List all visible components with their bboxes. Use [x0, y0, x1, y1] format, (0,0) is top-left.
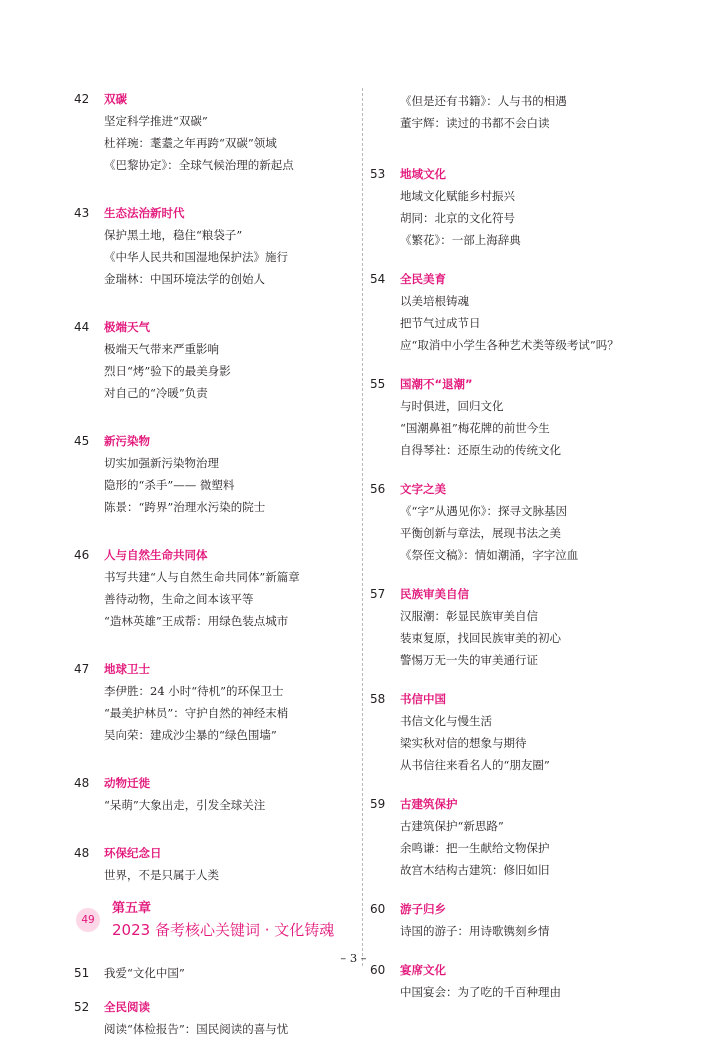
toc-line[interactable]: 吴向荣：建成沙尘暴的“绿色围墙” — [104, 728, 277, 742]
toc-line[interactable]: “最美护林员”：守护自然的神经末梢 — [104, 706, 289, 720]
toc-entry[interactable] — [370, 583, 670, 671]
toc-entry[interactable] — [370, 688, 670, 776]
toc-line[interactable]: 故宫木结构古建筑：修旧如旧 — [400, 863, 550, 877]
toc-line[interactable]: 我爱“文化中国” — [104, 966, 185, 980]
toc-heading[interactable]: 人与自然生命共同体 — [104, 548, 208, 562]
toc-line[interactable]: 警惕万无一失的审美通行证 — [400, 653, 538, 667]
toc-line[interactable]: 坚定科学推进“双碳” — [104, 114, 208, 128]
toc-page-number: 56 — [370, 482, 386, 496]
toc-heading[interactable]: 地球卫士 — [104, 662, 150, 676]
toc-page-number: 47 — [74, 662, 90, 676]
toc-page-number: 52 — [74, 1000, 90, 1014]
toc-line[interactable]: 装束复原，找回民族审美的初心 — [400, 631, 561, 645]
toc-heading[interactable]: 古建筑保护 — [400, 797, 458, 811]
toc-line[interactable]: 从书信往来看名人的“朋友圈” — [400, 758, 550, 772]
toc-line[interactable]: 极端天气带来严重影响 — [104, 342, 219, 356]
toc-line[interactable]: 董宇辉：读过的书都不会白读 — [400, 116, 550, 130]
toc-entry[interactable] — [74, 88, 356, 176]
toc-page-number: 57 — [370, 587, 386, 601]
toc-page-number: 60 — [370, 902, 386, 916]
toc-line[interactable]: 《“字”从遇见你》：探寻文脉基因 — [400, 504, 568, 518]
toc-entry[interactable] — [370, 268, 670, 356]
toc-continuation — [370, 90, 670, 134]
toc-entry[interactable] — [370, 898, 670, 942]
toc-heading[interactable]: 文字之美 — [400, 482, 446, 496]
toc-heading[interactable]: 生态法治新时代 — [104, 206, 185, 220]
chapter-heading — [74, 892, 356, 948]
toc-entry[interactable] — [74, 430, 356, 518]
toc-line[interactable]: 梁实秋对信的想象与期待 — [400, 736, 527, 750]
toc-heading[interactable]: 游子归乡 — [400, 902, 446, 916]
toc-line[interactable]: 李伊胜：24 小时“待机”的环保卫士 — [104, 684, 284, 698]
column-divider — [362, 88, 363, 966]
toc-line[interactable]: 烈日“烤”验下的最美身影 — [104, 364, 231, 378]
toc-line[interactable]: 以美培根铸魂 — [400, 294, 469, 308]
toc-heading[interactable]: 全民阅读 — [104, 1000, 150, 1014]
toc-heading[interactable]: 新污染物 — [104, 434, 150, 448]
toc-page-number: 55 — [370, 377, 386, 391]
toc-line[interactable]: 书写共建“人与自然生命共同体”新篇章 — [104, 570, 300, 584]
toc-line[interactable]: 阅读“体检报告”：国民阅读的喜与忧 — [104, 1022, 289, 1036]
toc-entry[interactable] — [370, 373, 670, 461]
toc-line[interactable]: 《中华人民共和国湿地保护法》施行 — [104, 250, 288, 264]
toc-line[interactable]: 中国宴会：为了吃的千百种理由 — [400, 985, 561, 999]
toc-heading[interactable]: 国潮不“退潮” — [400, 377, 473, 391]
toc-entry[interactable] — [74, 544, 356, 632]
toc-page-number: 48 — [74, 846, 90, 860]
toc-heading[interactable]: 书信中国 — [400, 692, 446, 706]
toc-entry[interactable] — [74, 962, 356, 984]
toc-line[interactable]: 把节气过成节日 — [400, 316, 481, 330]
page-number: – 3 – — [340, 951, 367, 965]
toc-page-number: 42 — [74, 92, 90, 106]
toc-entry[interactable] — [370, 959, 670, 1003]
toc-entry[interactable] — [370, 478, 670, 566]
toc-page-number: 59 — [370, 797, 386, 811]
toc-line[interactable]: 《但是还有书籍》：人与书的相遇 — [400, 94, 567, 108]
toc-entry[interactable] — [74, 316, 356, 404]
toc-page-number: 46 — [74, 548, 90, 562]
toc-heading[interactable]: 动物迁徙 — [104, 776, 150, 790]
toc-line[interactable]: 保护黑土地，稳住“粮袋子” — [104, 228, 243, 242]
toc-line[interactable]: 胡同：北京的文化符号 — [400, 211, 515, 225]
toc-line[interactable]: 诗国的游子：用诗歌镌刻乡情 — [400, 924, 550, 938]
toc-line[interactable]: 地域文化赋能乡村振兴 — [400, 189, 515, 203]
toc-entry[interactable] — [74, 202, 356, 290]
toc-entry[interactable] — [74, 842, 356, 886]
toc-line[interactable]: 世界，不是只属于人类 — [104, 868, 219, 882]
toc-line[interactable]: 平衡创新与章法，展现书法之美 — [400, 526, 561, 540]
toc-entry[interactable] — [74, 772, 356, 816]
toc-line[interactable]: “呆萌”大象出走，引发全球关注 — [104, 798, 266, 812]
toc-heading[interactable]: 极端天气 — [104, 320, 150, 334]
toc-page-number: 43 — [74, 206, 90, 220]
right-column — [370, 90, 670, 1003]
toc-line[interactable]: 杜祥琬：耄耋之年再跨“双碳”领域 — [104, 136, 277, 150]
toc-page-number: 53 — [370, 167, 386, 181]
toc-heading[interactable]: 双碳 — [104, 92, 127, 106]
chapter-page-badge[interactable]: 49 — [76, 908, 100, 932]
toc-page-number: 48 — [74, 776, 90, 790]
toc-line[interactable]: 对自己的“冷暖”负责 — [104, 386, 208, 400]
toc-line[interactable]: 《巴黎协定》：全球气候治理的新起点 — [104, 158, 294, 172]
toc-page-number: 51 — [74, 966, 90, 980]
toc-page-number: 44 — [74, 320, 90, 334]
toc-line[interactable]: 《繁花》：一部上海辞典 — [400, 233, 521, 247]
toc-line[interactable]: “国潮鼻祖”梅花牌的前世今生 — [400, 421, 550, 435]
toc-line[interactable]: 与时俱进，回归文化 — [400, 399, 504, 413]
right-entries — [370, 163, 670, 1003]
toc-heading[interactable]: 民族审美自信 — [400, 587, 469, 601]
toc-line[interactable]: 隐形的“杀手”—— 微塑料 — [104, 478, 235, 492]
toc-line[interactable]: 《祭侄文稿》：情如潮涌，字字泣血 — [400, 548, 579, 562]
chapter-label: 第五章 — [112, 901, 152, 916]
toc-line[interactable]: 陈景：“跨界”治理水污染的院士 — [104, 500, 266, 514]
toc-page-number: 45 — [74, 434, 90, 448]
toc-page-number: 54 — [370, 272, 386, 286]
toc-entry[interactable] — [370, 163, 670, 251]
toc-line[interactable]: 汉服潮：彰显民族审美自信 — [400, 609, 538, 623]
left-entries-chapter — [74, 962, 356, 1040]
left-entries — [74, 88, 356, 886]
toc-heading[interactable]: 环保纪念日 — [104, 846, 162, 860]
toc-heading[interactable]: 宴席文化 — [400, 963, 446, 977]
toc-line[interactable]: 余鸣谦：把一生献给文物保护 — [400, 841, 550, 855]
toc-heading[interactable]: 全民美育 — [400, 272, 446, 286]
toc-line[interactable]: 切实加强新污染物治理 — [104, 456, 219, 470]
toc-entry[interactable] — [74, 658, 356, 746]
toc-line[interactable]: 善待动物，生命之间本该平等 — [104, 592, 254, 606]
toc-line[interactable]: 自得琴社：还原生动的传统文化 — [400, 443, 561, 457]
toc-line[interactable]: 书信文化与慢生活 — [400, 714, 492, 728]
chapter-title[interactable]: 2023 备考核心关键词 · 文化铸魂 — [112, 921, 335, 939]
toc-page-number: 58 — [370, 692, 386, 706]
toc-line[interactable]: “造林英雄”王成帮：用绿色装点城市 — [104, 614, 289, 628]
toc-page-number: 60 — [370, 963, 386, 977]
left-column — [74, 88, 356, 1040]
toc-entry[interactable] — [370, 793, 670, 881]
toc-line[interactable]: 古建筑保护“新思路” — [400, 819, 504, 833]
toc-line[interactable]: 应“取消中小学生各种艺术类等级考试”吗？ — [400, 338, 619, 352]
toc-entry[interactable] — [74, 996, 356, 1040]
toc-line[interactable]: 金瑞林：中国环境法学的创始人 — [104, 272, 265, 286]
toc-heading[interactable]: 地域文化 — [400, 167, 446, 181]
